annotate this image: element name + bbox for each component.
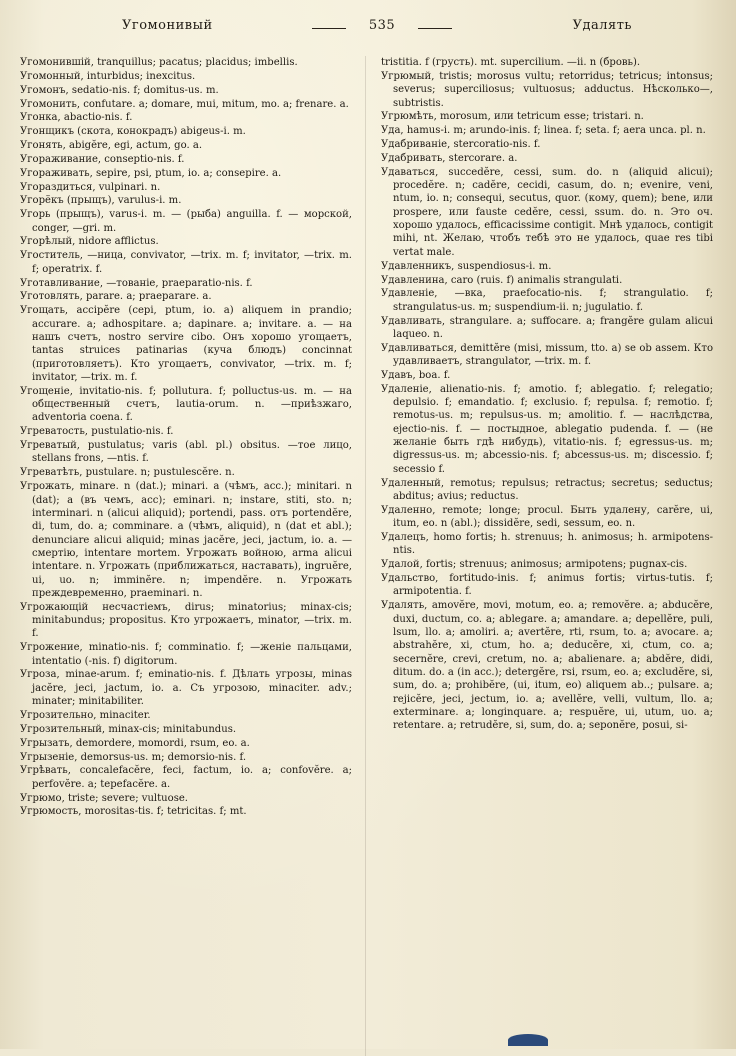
dictionary-entry: Угрѣвать, concalefacĕre, feci, factum, io. a; confovĕre. a; perfovĕre. a; tepefacĕre. a. xyxy=(20,765,352,790)
dictionary-entry: Угрюмо, triste; severe; vultuose. xyxy=(20,792,188,804)
header-first-word: Угомонивый xyxy=(122,18,213,33)
dictionary-entry: Угрожающій несчастіемъ, dirus; minatorius; minax-cis; minitabundus; propositus. Кто угрожаетъ, minator, —trix. m. f. xyxy=(20,601,352,640)
dictionary-entry: Удавъ, boa. f. xyxy=(381,369,451,381)
dictionary-entry: Удавливать, strangulare. a; suffocare. a; frangĕre gulam alicui laqueo. n. xyxy=(381,315,713,340)
dictionary-entry: Удаленно, remote; longe; procul. Быть удалену, carĕre, ui, itum, eo. n (abl.); dissidĕre, sedi, sessum, eo. n. xyxy=(381,504,713,530)
dictionary-entry: Угрюмый, tristis; morosus vultu; retorridus; tetricus; intonsus; severus; superciliosus; vultuosus; adductus. Нѣсколько—, subtristis. xyxy=(381,70,713,109)
page-edge-mark xyxy=(508,1034,548,1046)
dictionary-entry: Удабриваніе, stercoratio-nis. f. xyxy=(381,139,541,151)
dictionary-entry: tristitia. f (грусть). mt. supercilium. —ii. n (бровь). xyxy=(381,57,641,68)
dictionary-entry: Угорёкъ (прыщъ), varulus-i. m. xyxy=(20,195,182,207)
dictionary-entry: Угоститель, —ница, convivator, —trix. m. f; invitator, —trix. m. f; operatrix. f. xyxy=(20,250,352,275)
dictionary-entry: Угораживать, sepire, psi, ptum, io. a; consepire. a. xyxy=(20,167,282,179)
dictionary-entry: Угомонный, inturbidus; inexcitus. xyxy=(20,70,196,82)
dictionary-entry: Угорѣлый, nidore afflictus. xyxy=(20,236,159,248)
dictionary-entry: Угорь (прыщъ), varus-i. m. — (рыба) anguilla. f. — морской, conger, —gri. m. xyxy=(20,209,352,234)
dictionary-entry: Угораздиться, vulpinari. n. xyxy=(20,181,161,193)
dictionary-entry: Угрюмость, morositas-tis. f; tetricitas. f; mt. xyxy=(20,806,247,818)
dictionary-entry: Удавливаться, demittĕre (misi, missum, tto. a) se ob assem. Кто удавливаетъ, strangulator, —trix. m. f. xyxy=(381,342,713,368)
column-divider xyxy=(365,56,366,1056)
dictionary-entry: Удавленникъ, suspendiosus-i. m. xyxy=(381,260,552,272)
right-column xyxy=(381,56,713,733)
dictionary-entry: Удавленіе, —вка, praefocatio-nis. f; strangulatio. f; strangulatus-us. m; suspendium-ii. n; jugulatio. f. xyxy=(381,288,713,313)
dictionary-entry: Угрюмѣть, morosum, или tetricum esse; tristari. n. xyxy=(381,111,644,123)
running-header xyxy=(22,18,718,42)
dictionary-entry: Угрызеніе, demorsus-us. m; demorsio-nis. f. xyxy=(20,751,247,763)
dictionary-entry: Уготовлять, parare. a; praeparare. a. xyxy=(20,291,212,303)
dictionary-entry: Удальство, fortitudo-inis. f; animus fortis; virtus-tutis. f; armipotentia. f. xyxy=(381,573,713,598)
dictionary-entry: Угрожать, minare. n (dat.); minari. a (чѣмъ, acc.); minitari. n (dat); a (въ чемъ, acc); eminari. n; instare, stiti, sto. n; interminari. n (alicui aliquid); portendi, pass. отъ portendĕre, di, tum, do. a; comminare. a (чѣмъ, aliquid), n (dat et abl.); denunciare alicui aliquid; minas jacĕre, jeci, jactum, io. a. — смертію, intentare mortem. Угрожать войною, arma alicui intentare. n. Угрожать (приближаться, наставать), ingruĕre, ui, uo. n; imminĕre. n; impendĕre. n. Угрожать преждевременно, praeminari. n. xyxy=(20,481,352,599)
page-number: 535 xyxy=(312,18,452,33)
dictionary-entry: Угонять, abigĕre, egi, actum, go. a. xyxy=(20,140,203,152)
dictionary-entry: Угомонить, confutare. a; domare, mui, mitum, mo. a; frenare. a. xyxy=(20,98,349,110)
dictionary-entry: Угощать, accipĕre (cepi, ptum, io. a) aliquem in prandio; accurare. a; adhospitare. a; dapinare. a; invitare. a. — на нашъ счетъ, nostro servire cibo. Онъ хорошо угощаетъ, tantas struices patinarias (куча блюдъ) concinnat (приготовляетъ). Кто угощаетъ, convivator, —trix. m. f; invitator, —trix. m. f. xyxy=(20,305,352,383)
dictionary-entry: Угощеніе, invitatio-nis. f; pollutura. f; polluctus-us. m. — на общественный счетъ, lautia-orum. n. —приѣзжаго, adventoria coena. f. xyxy=(20,385,352,424)
header-last-word: Удалять xyxy=(572,18,632,33)
dictionary-entry: Удалецъ, homo fortis; h. strenuus; h. animosus; h. armipotens-ntis. xyxy=(381,532,713,557)
dictionary-entry: Угрозительный, minax-cis; minitabundus. xyxy=(20,723,237,735)
dictionary-entry: Угреватость, pustulatio-nis. f. xyxy=(20,426,174,438)
dictionary-entry: Угонка, abactio-nis. f. xyxy=(20,112,133,124)
dictionary-entry: Удавленина, caro (ruis. f) animalis strangulati. xyxy=(381,274,623,286)
dictionary-entry: Угомонившій, tranquillus; pacatus; placidus; imbellis. xyxy=(20,57,298,68)
dictionary-entry: Удаленный, remotus; repulsus; retractus; secretus; seductus; abditus; avius; reductus. xyxy=(381,477,713,502)
dictionary-entry: Угрожение, minatio-nis. f; comminatio. f; —женіе пальцами, intentatio (-nis. f) digitorum. xyxy=(20,642,352,667)
dictionary-entry: Удаваться, succedĕre, cessi, sum. do. n (aliquid alicui); procedĕre. n; cadĕre, cecidi, casum, do. n; evenire, veni, ntum, io. n; consequi, secutus, quor. (кому, quem); bene, или prospere, или fauste cedĕre, cessi, ssum. do. n. Это оч. хорошо удалось, efficacissime contigit. Мнѣ удалось, contigit mihi, nt. Желаю, чтобъ тебѣ это не удалось, quae res tibi vertat male. xyxy=(381,166,713,258)
dictionary-entry: Угомонъ, sedatio-nis. f; domitus-us. m. xyxy=(20,84,219,96)
dictionary-entry: Угреватѣть, pustulare. n; pustulescĕre. n. xyxy=(20,467,235,479)
dictionary-entry: Угрозительно, minaciter. xyxy=(20,710,151,721)
dictionary-entry: Угораживание, conseptio-nis. f. xyxy=(20,153,185,165)
dictionary-entry: Удабривать, stercorare. a. xyxy=(381,152,518,164)
dictionary-entry: Угонщикъ (скота, конокрадъ) abigeus-i. m. xyxy=(20,126,246,138)
dictionary-entry: Уда, hamus-i. m; arundo-inis. f; linea. f; seta. f; aera unca. pl. n. xyxy=(381,125,706,137)
dictionary-entry: Удаленіе, alienatio-nis. f; amotio. f; ablegatio. f; relegatio; depulsio. f; emandatio. f; exclusio. f; repulsa. f; remotio. f; remotus-us. m; repulsus-us. m; amolitio. f. — наслѣдства, ejectio-nis. f. — постыдное, ablegatio pudenda. f. — (не желаніе быть гдѣ нибудь), vitatio-nis. f; egressus-us. m; digressus-us. m; abcessio-nis. f; abcessus-us. m; discessio. f; secessio f. xyxy=(381,383,713,475)
dictionary-entry: Уготавливание, —тованіе, praeparatio-nis. f. xyxy=(20,277,253,289)
dictionary-entry: Удалой, fortis; strenuus; animosus; armipotens; pugnax-cis. xyxy=(381,559,688,571)
dictionary-entry: Угреватый, pustulatus; varis (abl. pl.) obsitus. —тое лицо, stellans frons, —ntis. f. xyxy=(20,440,352,465)
dictionary-entry: Угрызать, demordere, momordi, rsum, eo. a. xyxy=(20,737,250,749)
dictionary-entry: Удалять, amovĕre, movi, motum, eo. a; removĕre. a; abducĕre, duxi, ductum, co. a; ablegare. a; amandare. a; depellĕre, puli, lsum, llo. a; amoliri. a; avertĕre, rti, rsum, to. a; avocare. a; abstrahĕre, xi, ctum, ho. a; deducĕre, xi, ctum, co. a; secernĕre, crevi, cretum, no. a; abalienare. a; abdĕre, didi, ditum. do. a (in acc.); detergĕre, rsi, rsum, eo. a; excludĕre, si, sum, do. a; prohibĕre, (ui, itum, eo) aliquem ab..; pulsare. a; rejicĕre, jeci, jectum, io. a; avellĕre, velli, vultum, llo. a; exterminare. a; longinquare. a; respuĕre, ui, utum, uo. a; retentare. a; retrudĕre, si, sum, do. a; seponĕre, posui, si- xyxy=(381,600,713,732)
dictionary-entry: Угроза, minae-arum. f; eminatio-nis. f. Дѣлать угрозы, minas jacĕre, jeci, jactum, io. a. Съ угрозою, minaciter. adv.; minater; minitabiliter. xyxy=(20,669,352,708)
left-column xyxy=(20,56,352,819)
